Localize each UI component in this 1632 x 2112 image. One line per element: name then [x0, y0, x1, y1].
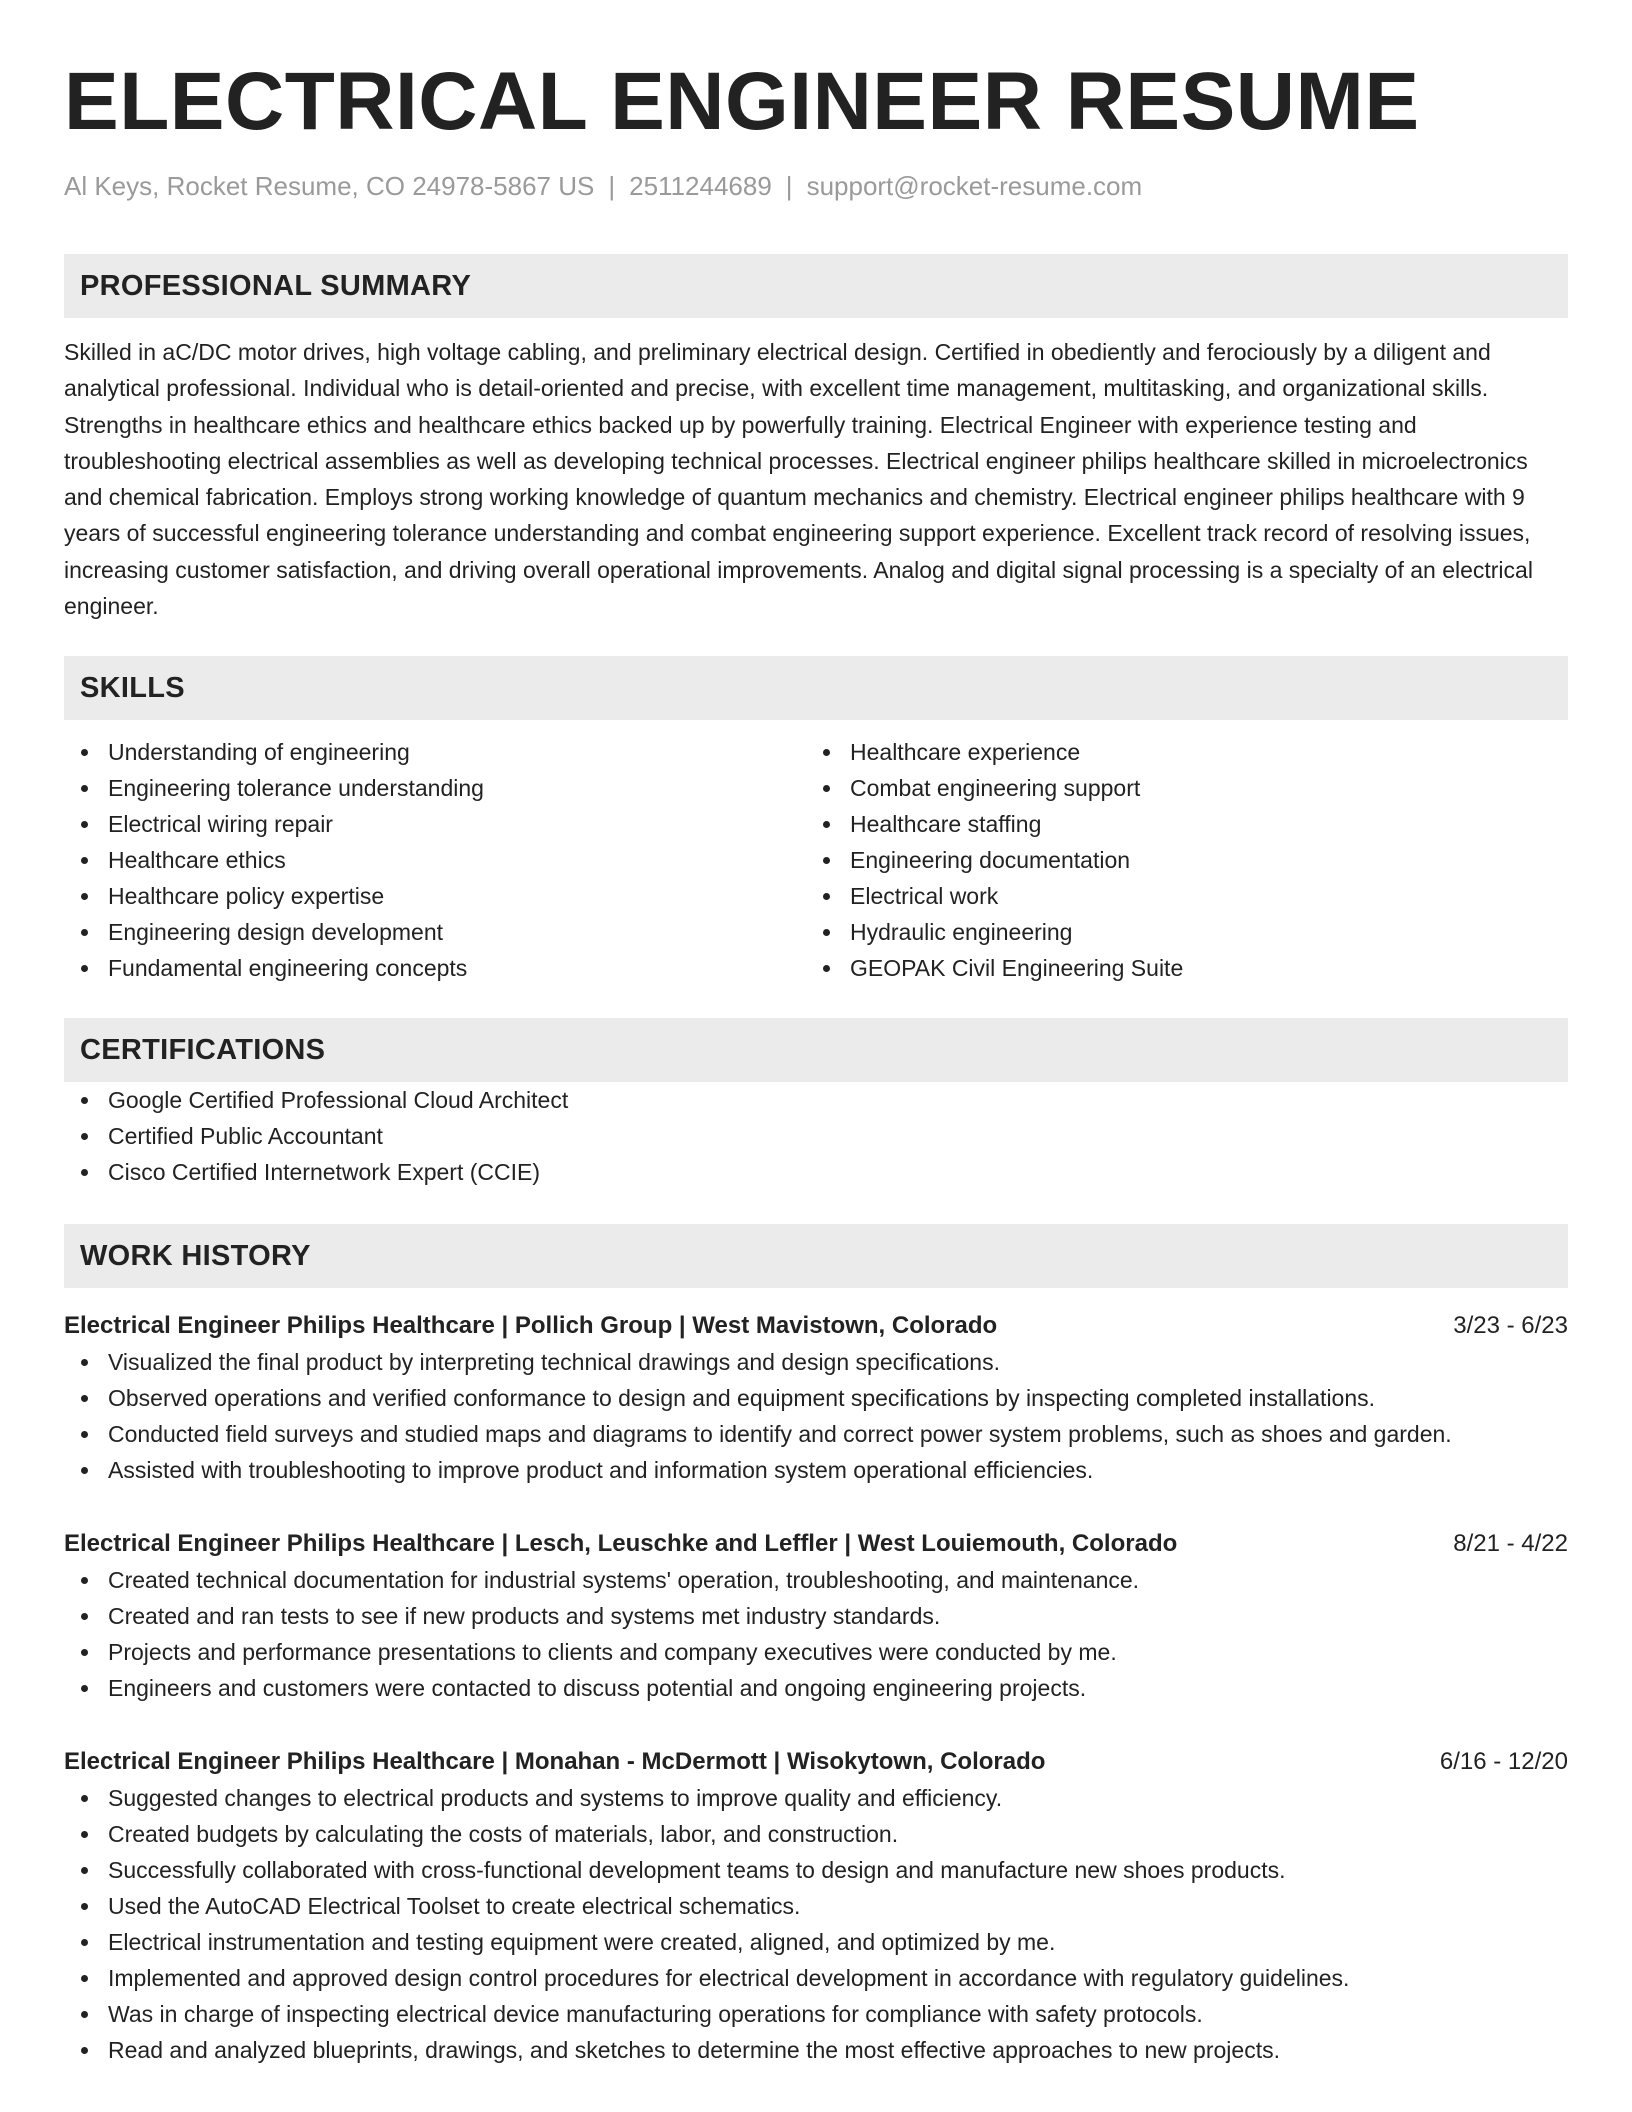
job-bullet: Created technical documentation for industrial systems' operation, troubleshooting, and maintenance. — [64, 1562, 1568, 1598]
certification-item: Google Certified Professional Cloud Architect — [64, 1082, 1568, 1118]
skills-list-left — [64, 734, 806, 986]
skills-list-right — [806, 734, 1548, 986]
skill-item: Hydraulic engineering — [806, 914, 1548, 950]
contact-address: Al Keys, Rocket Resume, CO 24978-5867 US — [64, 171, 595, 201]
job-title-row — [64, 1308, 1568, 1344]
job-bullet: Created budgets by calculating the costs of materials, labor, and construction. — [64, 1816, 1568, 1852]
skill-item: Engineering tolerance understanding — [64, 770, 806, 806]
job-dates: 8/21 - 4/22 — [1453, 1530, 1568, 1558]
job-entry — [64, 1744, 1568, 2068]
skill-item: Healthcare ethics — [64, 842, 806, 878]
job-title-row — [64, 1526, 1568, 1562]
work-history-heading: WORK HISTORY — [64, 1224, 1568, 1288]
job-title: Electrical Engineer Philips Healthcare | Monahan - McDermott | Wisokytown, Colorado — [64, 1748, 1046, 1776]
job-dates: 6/16 - 12/20 — [1439, 1748, 1568, 1776]
skill-item: Engineering documentation — [806, 842, 1548, 878]
job-bullet: Visualized the final product by interpreting technical drawings and design specifications. — [64, 1344, 1568, 1380]
job-bullet: Implemented and approved design control procedures for electrical development in accordance with regulatory guidelines. — [64, 1960, 1568, 1996]
job-bullet: Projects and performance presentations to clients and company executives were conducted by me. — [64, 1634, 1568, 1670]
certification-item: Cisco Certified Internetwork Expert (CCIE) — [64, 1154, 1568, 1190]
job-entry — [64, 1526, 1568, 1706]
contact-separator: | — [785, 171, 793, 201]
summary-text: Skilled in aC/DC motor drives, high voltage cabling, and preliminary electrical design. Certified in obediently and ferociously by a diligent and analytical professional. Individual who is detail-oriented and precise, with excellent time management, multitasking, and organizational skills. Strengths in healthcare ethics and healthcare ethics backed up by powerfully training. Electrical Engineer with experience testing and troubleshooting electrical assemblies as well as developing technical processes. Electrical engineer philips healthcare skilled in microelectronics and chemical fabrication. Employs strong working knowledge of quantum mechanics and chemistry. Electrical engineer philips healthcare with 9 years of successful engineering tolerance understanding and combat engineering support experience. Excellent track record of resolving issues, increasing customer satisfaction, and driving overall operational improvements. Analog and digital signal processing is a specialty of an electrical engineer. — [64, 339, 1533, 620]
job-bullet: Read and analyzed blueprints, drawings, and sketches to determine the most effective approaches to new projects. — [64, 2032, 1568, 2068]
job-bullets — [64, 1562, 1568, 1706]
job-bullet: Conducted field surveys and studied maps and diagrams to identify and correct power system problems, such as shoes and garden. — [64, 1416, 1568, 1452]
contact-separator: | — [608, 171, 616, 201]
job-bullet: Created and ran tests to see if new products and systems met industry standards. — [64, 1598, 1568, 1634]
summary-heading: PROFESSIONAL SUMMARY — [64, 254, 1568, 318]
skill-item: Combat engineering support — [806, 770, 1548, 806]
skill-item: Healthcare policy expertise — [64, 878, 806, 914]
skill-item: Electrical wiring repair — [64, 806, 806, 842]
skill-item: Electrical work — [806, 878, 1548, 914]
job-bullet: Observed operations and verified conformance to design and equipment specifications by inspecting completed installations. — [64, 1380, 1568, 1416]
skill-item: Healthcare staffing — [806, 806, 1548, 842]
skills-grid — [64, 734, 1568, 986]
job-bullet: Used the AutoCAD Electrical Toolset to create electrical schematics. — [64, 1888, 1568, 1924]
contact-email: support@rocket-resume.com — [806, 171, 1143, 201]
certifications-list — [64, 1082, 1568, 1190]
skills-column-left — [64, 734, 806, 986]
job-bullets — [64, 1780, 1568, 2068]
job-bullet: Suggested changes to electrical products and systems to improve quality and efficiency. — [64, 1780, 1568, 1816]
skill-item: Understanding of engineering — [64, 734, 806, 770]
certifications-heading: CERTIFICATIONS — [64, 1018, 1568, 1082]
skills-heading: SKILLS — [64, 656, 1568, 720]
job-title: Electrical Engineer Philips Healthcare | Lesch, Leuschke and Leffler | West Louiemouth, Colorado — [64, 1530, 1178, 1558]
job-bullet: Assisted with troubleshooting to improve product and information system operational efficiencies. — [64, 1452, 1568, 1488]
job-bullet: Successfully collaborated with cross-functional development teams to design and manufacture new shoes products. — [64, 1852, 1568, 1888]
skill-item: GEOPAK Civil Engineering Suite — [806, 950, 1548, 986]
certification-item: Certified Public Accountant — [64, 1118, 1568, 1154]
job-bullets — [64, 1344, 1568, 1488]
job-bullet: Electrical instrumentation and testing equipment were created, aligned, and optimized by me. — [64, 1924, 1568, 1960]
job-dates: 3/23 - 6/23 — [1453, 1312, 1568, 1340]
skill-item: Healthcare experience — [806, 734, 1548, 770]
skill-item: Engineering design development — [64, 914, 806, 950]
contact-phone: 2511244689 — [629, 171, 772, 201]
resume-title: ELECTRICAL ENGINEER RESUME — [64, 56, 1420, 147]
job-title: Electrical Engineer Philips Healthcare | Pollich Group | West Mavistown, Colorado — [64, 1312, 998, 1340]
skill-item: Fundamental engineering concepts — [64, 950, 806, 986]
job-title-row — [64, 1744, 1568, 1780]
job-bullet: Engineers and customers were contacted to discuss potential and ongoing engineering projects. — [64, 1670, 1568, 1706]
job-entry — [64, 1308, 1568, 1488]
contact-line — [64, 168, 1568, 204]
job-bullet: Was in charge of inspecting electrical device manufacturing operations for compliance with safety protocols. — [64, 1996, 1568, 2032]
skills-column-right — [806, 734, 1548, 986]
